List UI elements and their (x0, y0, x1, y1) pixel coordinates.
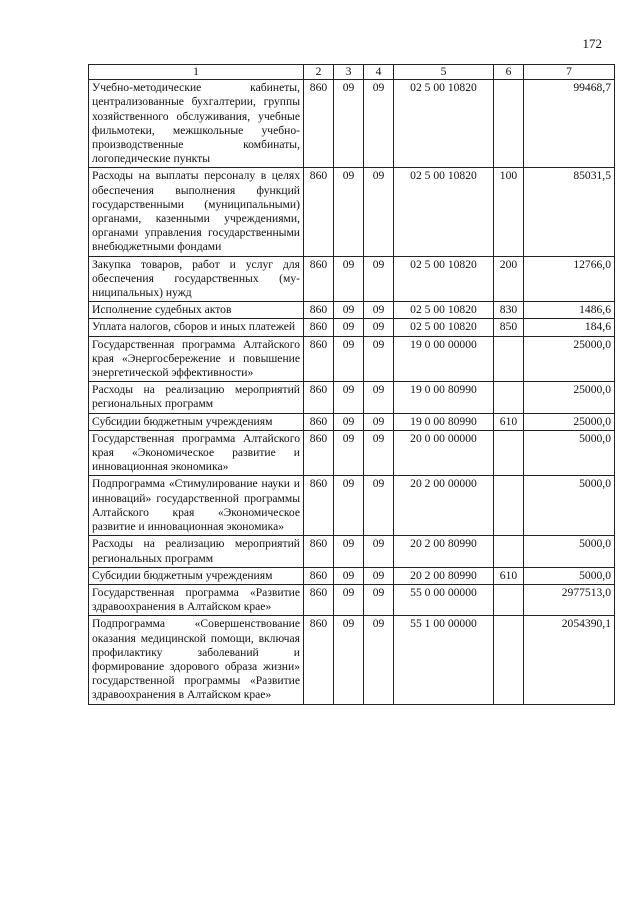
cell-col5: 19 0 00 80990 (394, 382, 494, 413)
cell-col5: 55 1 00 00000 (394, 616, 494, 704)
cell-col2: 860 (304, 382, 334, 413)
cell-col7-amount: 5000,0 (524, 476, 615, 536)
cell-col4: 09 (364, 616, 394, 704)
cell-col6: 610 (494, 413, 524, 430)
cell-col7-amount: 25000,0 (524, 336, 615, 382)
cell-col5: 20 2 00 80990 (394, 536, 494, 567)
row-name-cell: Расходы на реализацию мероприятий региональных программ (89, 382, 304, 413)
cell-col3: 09 (334, 302, 364, 319)
row-name-cell: Подпрограмма «Совершенствование оказания медицинской помощи, включая профилактику заболеваний и формирование здорового образа жизни» государственной программы «Развитие здравоохранения в Алтайском крае» (89, 616, 304, 704)
row-name-cell: Государственная программа Алтайского края «Экономическое развитие и инновационная экономика» (89, 430, 304, 476)
cell-col5: 02 5 00 10820 (394, 80, 494, 168)
cell-col5: 02 5 00 10820 (394, 302, 494, 319)
budget-table (88, 64, 615, 705)
cell-col7-amount: 25000,0 (524, 413, 615, 430)
cell-col2: 860 (304, 584, 334, 615)
cell-col2: 860 (304, 616, 334, 704)
column-header: 1 (89, 65, 304, 80)
cell-col6 (494, 382, 524, 413)
cell-col2: 860 (304, 567, 334, 584)
cell-col6 (494, 336, 524, 382)
cell-col5: 02 5 00 10820 (394, 319, 494, 336)
cell-col2: 860 (304, 536, 334, 567)
table-row (89, 168, 615, 256)
table-row (89, 616, 615, 704)
table-row (89, 382, 615, 413)
cell-col4: 09 (364, 476, 394, 536)
cell-col3: 09 (334, 536, 364, 567)
cell-col5: 20 2 00 00000 (394, 476, 494, 536)
cell-col4: 09 (364, 168, 394, 256)
table-row (89, 476, 615, 536)
table-row (89, 536, 615, 567)
cell-col3: 09 (334, 319, 364, 336)
cell-col7-amount: 5000,0 (524, 430, 615, 476)
cell-col3: 09 (334, 430, 364, 476)
cell-col5: 55 0 00 00000 (394, 584, 494, 615)
cell-col3: 09 (334, 413, 364, 430)
table-row (89, 430, 615, 476)
row-name-cell: Государственная программа «Развитие здравоохранения в Алтайском крае» (89, 584, 304, 615)
cell-col4: 09 (364, 584, 394, 615)
row-name-cell: Подпрограмма «Стимулирование науки и инноваций» государственной программы Алтайского края «Экономическое развитие и инновационная экономика» (89, 476, 304, 536)
table-row (89, 80, 615, 168)
cell-col4: 09 (364, 336, 394, 382)
cell-col6 (494, 430, 524, 476)
cell-col6 (494, 80, 524, 168)
cell-col6: 850 (494, 319, 524, 336)
cell-col6 (494, 476, 524, 536)
table-row (89, 302, 615, 319)
cell-col6: 100 (494, 168, 524, 256)
cell-col4: 09 (364, 302, 394, 319)
cell-col3: 09 (334, 382, 364, 413)
cell-col2: 860 (304, 430, 334, 476)
table-row (89, 336, 615, 382)
cell-col2: 860 (304, 336, 334, 382)
cell-col2: 860 (304, 168, 334, 256)
cell-col2: 860 (304, 256, 334, 302)
column-header: 6 (494, 65, 524, 80)
column-header: 5 (394, 65, 494, 80)
cell-col5: 02 5 00 10820 (394, 168, 494, 256)
cell-col5: 20 2 00 80990 (394, 567, 494, 584)
cell-col7-amount: 1486,6 (524, 302, 615, 319)
cell-col3: 09 (334, 336, 364, 382)
cell-col3: 09 (334, 567, 364, 584)
cell-col4: 09 (364, 382, 394, 413)
cell-col7-amount: 5000,0 (524, 567, 615, 584)
cell-col3: 09 (334, 168, 364, 256)
cell-col6: 610 (494, 567, 524, 584)
cell-col4: 09 (364, 536, 394, 567)
cell-col3: 09 (334, 80, 364, 168)
column-header: 3 (334, 65, 364, 80)
column-header: 7 (524, 65, 615, 80)
row-name-cell: Субсидии бюджетным учреждениям (89, 413, 304, 430)
cell-col7-amount: 2054390,1 (524, 616, 615, 704)
cell-col2: 860 (304, 302, 334, 319)
cell-col7-amount: 5000,0 (524, 536, 615, 567)
cell-col7-amount: 85031,5 (524, 168, 615, 256)
cell-col6 (494, 616, 524, 704)
cell-col4: 09 (364, 567, 394, 584)
cell-col6 (494, 536, 524, 567)
cell-col7-amount: 25000,0 (524, 382, 615, 413)
cell-col7-amount: 99468,7 (524, 80, 615, 168)
cell-col7-amount: 184,6 (524, 319, 615, 336)
table-row (89, 413, 615, 430)
column-header: 2 (304, 65, 334, 80)
cell-col5: 19 0 00 00000 (394, 336, 494, 382)
row-name-cell: Расходы на выплаты персоналу в целях обеспечения выполнения функций государственными (муниципальными) органами, казенными учреждениями, органами управления государственными внебюджетными фондами (89, 168, 304, 256)
cell-col4: 09 (364, 430, 394, 476)
cell-col2: 860 (304, 80, 334, 168)
cell-col4: 09 (364, 256, 394, 302)
cell-col3: 09 (334, 616, 364, 704)
cell-col3: 09 (334, 256, 364, 302)
cell-col4: 09 (364, 80, 394, 168)
cell-col2: 860 (304, 319, 334, 336)
cell-col5: 20 0 00 00000 (394, 430, 494, 476)
row-name-cell: Расходы на реализацию мероприятий региональных программ (89, 536, 304, 567)
row-name-cell: Субсидии бюджетным учреждениям (89, 567, 304, 584)
row-name-cell: Уплата налогов, сборов и иных платежей (89, 319, 304, 336)
cell-col4: 09 (364, 413, 394, 430)
page-number: 172 (582, 36, 602, 51)
cell-col5: 02 5 00 10820 (394, 256, 494, 302)
header-row (89, 65, 615, 80)
table-row (89, 567, 615, 584)
row-name-cell: Закупка товаров, работ и услуг для обеспечения государственных (муниципальных) нужд (89, 256, 304, 302)
table-row (89, 319, 615, 336)
table-row (89, 584, 615, 615)
cell-col2: 860 (304, 413, 334, 430)
cell-col3: 09 (334, 476, 364, 536)
cell-col6: 830 (494, 302, 524, 319)
cell-col3: 09 (334, 584, 364, 615)
row-name-cell: Учебно-методические кабинеты, централизованные бухгалтерии, группы хозяйственного обслуживания, учебные фильмотеки, межшкольные учебно-производственные комбинаты, логопедические пункты (89, 80, 304, 168)
table-row (89, 256, 615, 302)
cell-col7-amount: 2977513,0 (524, 584, 615, 615)
cell-col5: 19 0 00 80990 (394, 413, 494, 430)
row-name-cell: Исполнение судебных актов (89, 302, 304, 319)
cell-col7-amount: 12766,0 (524, 256, 615, 302)
cell-col4: 09 (364, 319, 394, 336)
column-header: 4 (364, 65, 394, 80)
cell-col6: 200 (494, 256, 524, 302)
cell-col6 (494, 584, 524, 615)
cell-col2: 860 (304, 476, 334, 536)
row-name-cell: Государственная программа Алтайского края «Энергосбережение и повышение энергетической эффективности» (89, 336, 304, 382)
